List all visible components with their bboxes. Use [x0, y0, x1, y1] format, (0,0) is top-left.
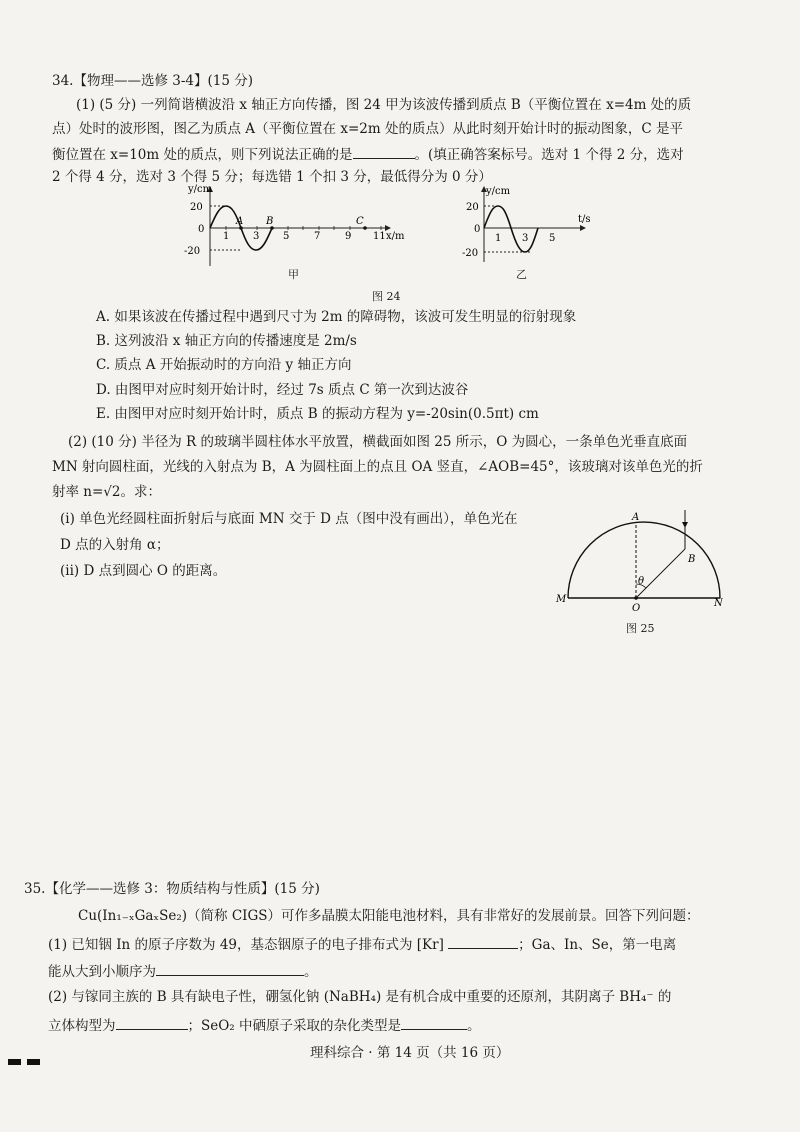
q34-p2-ii: (ii) D 点到圆心 O 的距离。 [60, 563, 227, 579]
fig24-left-xtick-3: 3 [253, 231, 260, 242]
q34-p1-line3-a: 衡位置在 x=10m 处的质点，则下列说法正确的是 [52, 147, 353, 163]
fig24-title: 图 24 [372, 290, 401, 303]
q34-p2-i-line1: (i) 单色光经圆柱面折射后与底面 MN 交于 D 点（图中没有画出），单色光在 [60, 511, 518, 527]
fig25-semicircle [552, 508, 732, 614]
option-A: A. 如果该波在传播过程中遇到尺寸为 2m 的障碍物，该波可发生明显的衍射现象 [96, 309, 577, 325]
option-E: E. 由图甲对应时刻开始计时，质点 B 的振动方程为 y=-20sin(0.5πt) cm [96, 406, 539, 422]
fig24-right-xtick-1: 1 [495, 233, 502, 244]
fig25-label-N: N [714, 598, 723, 609]
fig25-title: 图 25 [626, 622, 655, 635]
fig24-right-ylabel: y/cm [486, 186, 511, 197]
q35-p1-a: (1) 已知铟 In 的原子序数为 49，基态铟原子的电子排布式为 [Kr] [48, 937, 444, 953]
q34-header: 34.【物理——选修 3-4】(15 分) [52, 73, 254, 89]
q35-header: 35.【化学——选修 3：物质结构与性质】(15 分) [24, 881, 320, 897]
q35-p1-end: 。 [304, 964, 318, 980]
option-B: B. 这列波沿 x 轴正方向的传播速度是 2m/s [96, 333, 357, 349]
fig25-label-O: O [632, 603, 641, 614]
fig24-left-xtick-7: 7 [314, 231, 321, 242]
fig24-left-ytick-neg20: -20 [184, 246, 201, 257]
point-A-label: A [236, 216, 244, 227]
fig24-left-xtick-11: 11 [373, 231, 386, 242]
q35-p1-line1 [48, 934, 676, 954]
q34-p1-line3 [52, 144, 684, 164]
fig24-right-ytick-0: 0 [474, 224, 481, 235]
q34-p2-line1: (2) (10 分) 半径为 R 的玻璃半圆柱体水平放置，横截面如图 25 所示，O 为圆心，一条单色光垂直底面 [68, 434, 688, 450]
fig24-left-ytick-20: 20 [190, 202, 203, 213]
page-footer: 理科综合 · 第 14 页（共 16 页） [310, 1045, 510, 1061]
q35-p2-end: 。 [467, 1018, 481, 1034]
fig24-right-caption: 乙 [516, 268, 527, 281]
fig24-left-ytick-0: 0 [198, 224, 205, 235]
answer-blank[interactable] [353, 144, 415, 159]
answer-blank[interactable] [401, 1015, 467, 1030]
fig25-label-B: B [688, 554, 696, 565]
q35-p1-line2 [48, 961, 318, 981]
q34-p1-line3-b: 。(填正确答案标号。选对 1 个得 2 分，选对 [414, 147, 684, 163]
q35-p2-b: 立体构型为 [48, 1018, 116, 1034]
fig24-right-graph [462, 186, 612, 266]
footer-marks [8, 1050, 46, 1069]
option-C: C. 质点 A 开始振动时的方向沿 y 轴正方向 [96, 357, 352, 373]
fig25-label-M: M [556, 594, 567, 605]
q35-p2-c: ；SeO₂ 中硒原子采取的杂化类型是 [187, 1018, 402, 1034]
point-B-label: B [266, 216, 274, 227]
fig25-label-theta: θ [638, 576, 645, 587]
q34-p1-line4: 2 个得 4 分，选对 3 个得 5 分；每选错 1 个扣 3 分，最低得分为 0 分） [52, 169, 492, 185]
q35-p1-line2-text: 能从大到小顺序为 [48, 964, 156, 980]
fig24-left-graph [180, 184, 405, 276]
answer-blank[interactable] [116, 1015, 188, 1030]
q34-p2-i-line2: D 点的入射角 α； [60, 537, 170, 553]
option-D: D. 由图甲对应时刻开始计时，经过 7s 质点 C 第一次到达波谷 [96, 382, 469, 398]
q34-p2-line3: 射率 n=√2。求： [52, 484, 161, 500]
fig24-right-xtick-3: 3 [522, 233, 529, 244]
fig24-right-xtick-5: 5 [549, 233, 556, 244]
fig24-left-ylabel: y/cm [188, 184, 213, 195]
q34-p1-line2: 点）处时的波形图，图乙为质点 A（平衡位置在 x=2m 处的质点）从此时刻开始计时的振动图象，C 是平 [52, 121, 684, 137]
q35-intro: Cu(In₁₋ₓGaₓSe₂)（简称 CIGS）可作多晶膜太阳能电池材料，具有非常好的发展前景。回答下列问题： [78, 908, 700, 924]
q35-p2-line2 [48, 1015, 481, 1035]
fig24-left-xtick-5: 5 [283, 231, 290, 242]
q34-p1-line1: (1) (5 分) 一列简谐横波沿 x 轴正方向传播，图 24 甲为该波传播到质点 B（平衡位置在 x=4m 处的质 [76, 97, 692, 113]
fig25-label-A: A [632, 512, 640, 523]
answer-blank[interactable] [156, 961, 304, 976]
fig24-right-ytick-neg20: -20 [462, 248, 479, 259]
fig24-right-ytick-20: 20 [466, 202, 479, 213]
fig24-left-xtick-1: 1 [223, 231, 230, 242]
fig24-right-xlabel: t/s [578, 214, 591, 225]
q34-p2-line2: MN 射向圆柱面，光线的入射点为 B，A 为圆柱面上的点且 OA 竖直，∠AOB=45°，该玻璃对该单色光的折 [52, 459, 703, 475]
q35-p2-line1: (2) 与镓同主族的 B 具有缺电子性，硼氢化钠 (NaBH₄) 是有机合成中重要的还原剂，其阴离子 BH₄⁻ 的 [48, 989, 672, 1005]
fig24-left-caption: 甲 [288, 268, 299, 281]
q35-p1-b: ；Ga、In、Se，第一电离 [518, 937, 677, 953]
fig24-left-xlabel: x/m [386, 231, 405, 242]
fig24-left-xtick-9: 9 [345, 231, 352, 242]
answer-blank[interactable] [448, 934, 518, 949]
point-C-label: C [356, 216, 364, 227]
